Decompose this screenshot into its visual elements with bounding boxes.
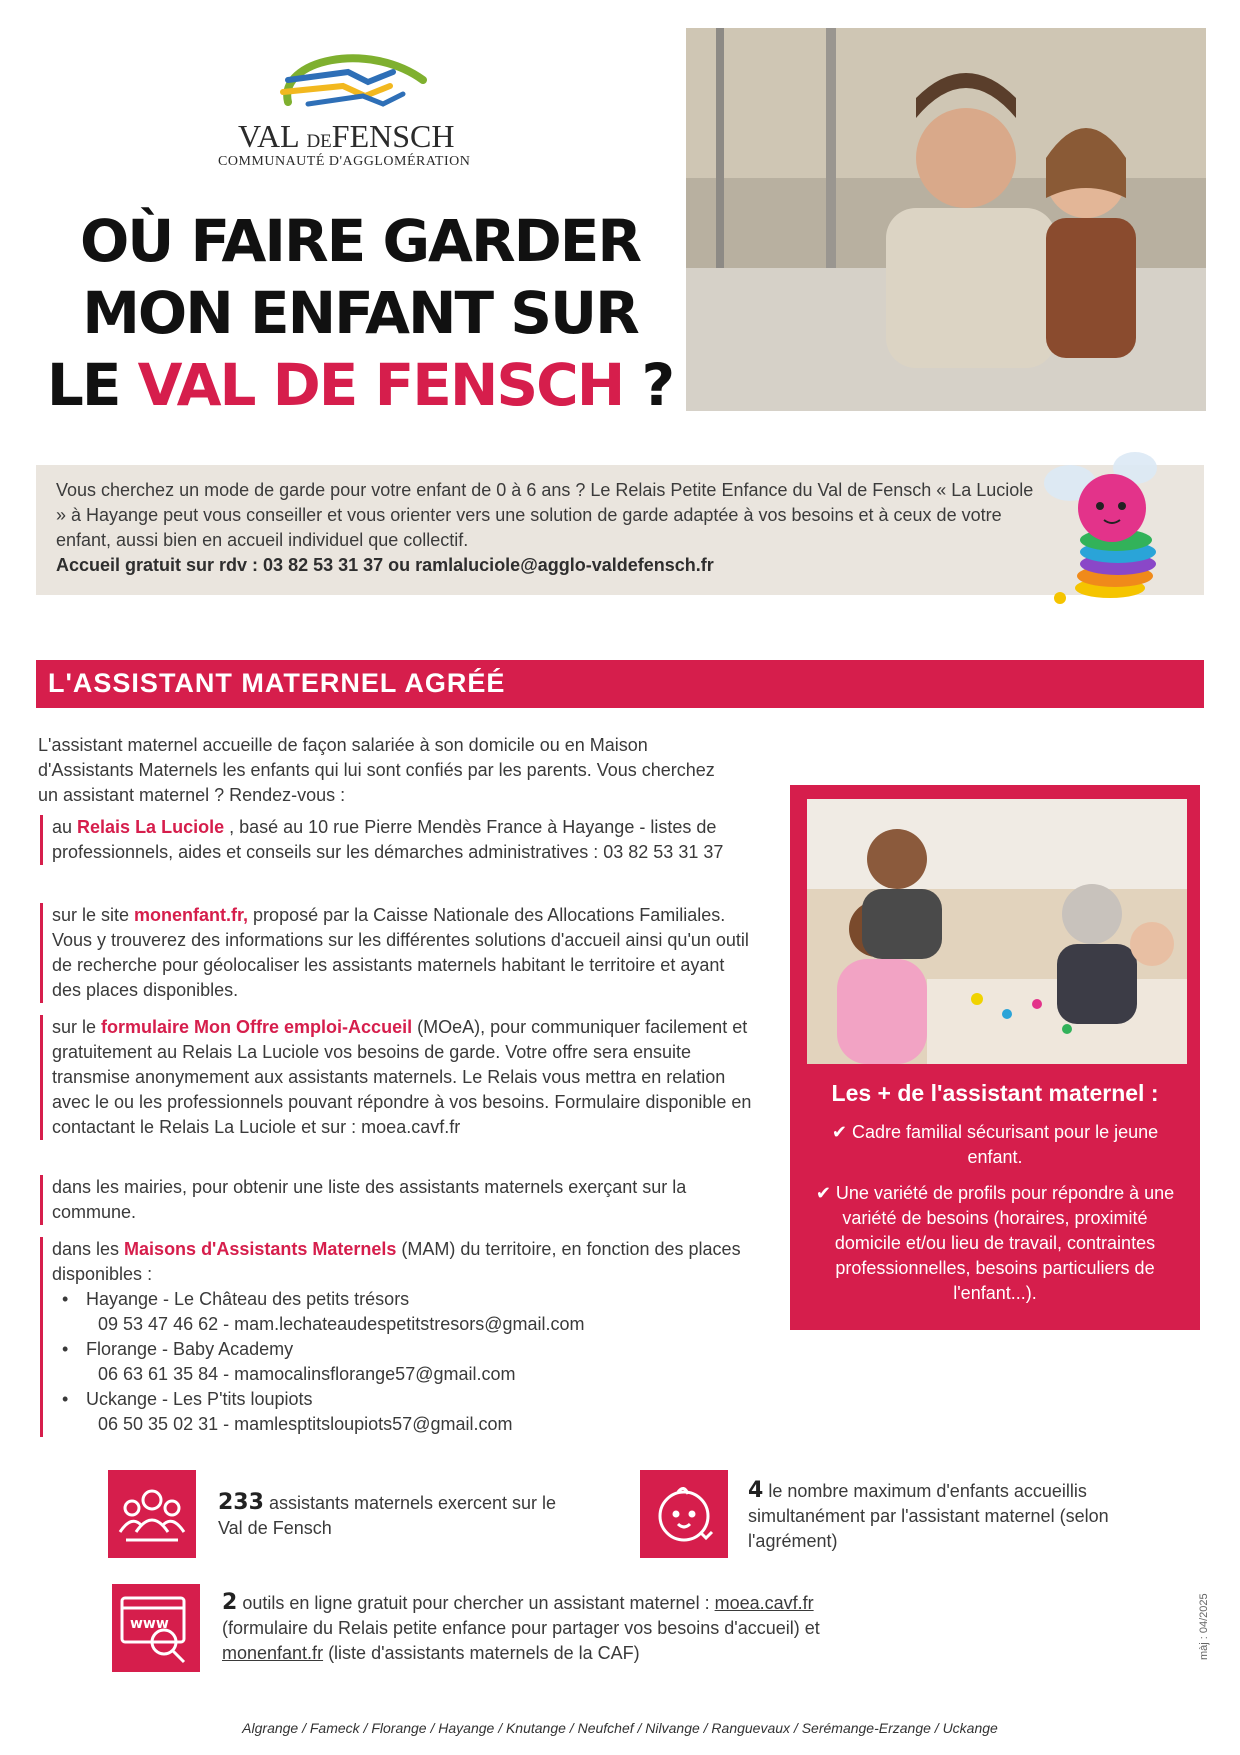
stat-tools: 2 outils en ligne gratuit pour chercher un assistant maternel : moea.cavf.fr (formulaire du Relais petite enfance pour partager vos besoins d'accueil) et monenfant.fr (liste d'assistants maternels de la CAF) (222, 1590, 820, 1663)
item-relais: au Relais La Luciole , basé au 10 rue Pierre Mendès France à Hayange - listes de professionnels, aides et conseils sur les démarches administratives : 03 82 53 31 37 (40, 815, 752, 865)
svg-text:www: www (130, 1616, 169, 1632)
monenfant-footer-link[interactable]: monenfant.fr (222, 1643, 324, 1663)
logo-mark (248, 40, 448, 120)
luciole-mascot (1040, 448, 1170, 608)
item-mam: dans les Maisons d'Assistants Maternels (MAM) du territoire, en fonction des places disponibles : • Hayange - Le Château des petits trésors 09 53 47 46 62 - mam.lechateaudespetitstresors@gmail.com • Florange - Baby Academy 06 63 61 35 84 - mamocalinsflorange57@gmail.com • Uckange - Les P'tits loupiots 06 50 35 02 31 - mamlesptitsloupiots57@gmail.com (40, 1237, 752, 1437)
group-icon (108, 1470, 196, 1558)
baby-face-icon (640, 1470, 728, 1558)
logo-name: VAL DEFENSCH (238, 118, 455, 154)
stat-max: 4 le nombre maximum d'enfants accueillis simultanément par l'assistant maternel (selon l'agrément) (748, 1478, 1109, 1551)
relais-link: Relais La Luciole (77, 817, 225, 837)
logo (218, 40, 488, 175)
hero-photo (686, 28, 1206, 411)
side-photo (807, 799, 1187, 1064)
mam-link: Maisons d'Assistants Maternels (124, 1239, 397, 1259)
item-site: sur le site monenfant.fr, proposé par la Caisse Nationale des Allocations Familiales. Vous y trouverez des informations sur les différentes solutions d'accueil ainsi qu'un outil de recherche pour géolocaliser les assistants maternels habitant le territoire et ayant des places disponibles. (40, 903, 752, 1003)
section-header (36, 660, 1204, 708)
form-link[interactable]: formulaire Mon Offre emploi-Accueil (101, 1017, 413, 1037)
intro-text: Vous cherchez un mode de garde pour votre enfant de 0 à 6 ans ? Le Relais Petite Enfance du Val de Fensch « La Luciole » à Hayange peut vous conseiller et vous orienter vers une solution de garde adaptée à vos besoins et à ceux de votre enfant, aussi bien en accueil individuel que collectif. Accueil gratuit sur rdv : 03 82 53 31 37 ou ramlaluciole@agglo-valdefensch.fr (56, 478, 1046, 578)
intro-contact: Accueil gratuit sur rdv : 03 82 53 31 37 ou ramlaluciole@agglo-valdefensch.fr (56, 555, 714, 575)
www-search-icon (112, 1584, 200, 1672)
item-form: sur le formulaire Mon Offre emploi-Accueil (MOeA), pour communiquer facilement et gratuitement au Relais La Luciole vos besoins de garde. Votre offre sera ensuite transmise anonymement aux assistants maternels. Le Relais vous mettra en relation avec le ou les professionnels pouvant répondre à vos besoins. Formulaire disponible en contactant le Relais La Luciole et sur : moea.cavf.fr (40, 1015, 752, 1140)
list-item: • Florange - Baby Academy 06 63 61 35 84 - mamocalinsflorange57@gmail.com (86, 1337, 752, 1387)
section-title: L'ASSISTANT MATERNEL AGRÉÉ (48, 668, 506, 698)
page-title (40, 205, 680, 421)
moea-link[interactable]: moea.cavf.fr (714, 1593, 814, 1613)
advantages-card (790, 785, 1200, 1330)
logo-subtitle: COMMUNAUTÉ D'AGGLOMÉRATION (218, 154, 471, 169)
item-mairies: dans les mairies, pour obtenir une liste des assistants maternels exerçant sur la commune. (40, 1175, 752, 1225)
advantage-2: ✔ Une variété de profils pour répondre à une variété de besoins (horaires, proximité domicile et/ou lieu de travail, contraintes professionnelles, besoins particuliers de l'enfant...). (815, 1183, 1175, 1303)
title-line-2: MON ENFANT SUR (82, 279, 638, 347)
title-line-3: LE VAL DE FENSCH ? (46, 351, 674, 419)
monenfant-link[interactable]: monenfant.fr, (134, 905, 249, 925)
update-date: màj : 04/2025 (1198, 1593, 1210, 1660)
lead-paragraph: L'assistant maternel accueille de façon salariée à son domicile ou en Maison d'Assistants Maternels les enfants qui lui sont confiés par les parents. Vous cherchez un assistant maternel ? Rendez-vous : (38, 735, 715, 805)
mam-list (52, 1287, 752, 1437)
stat-count: 233 assistants maternels exercent sur le Val de Fensch (218, 1490, 557, 1538)
advantages-title: Les + de l'assistant maternel : (831, 1080, 1159, 1106)
list-item: • Hayange - Le Château des petits trésors 09 53 47 46 62 - mam.lechateaudespetitstresors@gmail.com (86, 1287, 752, 1337)
list-item: • Uckange - Les P'tits loupiots 06 50 35 02 31 - mamlesptitsloupiots57@gmail.com (86, 1387, 752, 1437)
advantage-1: ✔ Cadre familial sécurisant pour le jeune enfant. (831, 1122, 1159, 1167)
title-line-1: OÙ FAIRE GARDER (79, 207, 641, 275)
footer-communes: Algrange / Fameck / Florange / Hayange / Knutange / Neufchef / Nilvange / Ranguevaux / Serémange-Erzange / Uckange (242, 1720, 998, 1736)
